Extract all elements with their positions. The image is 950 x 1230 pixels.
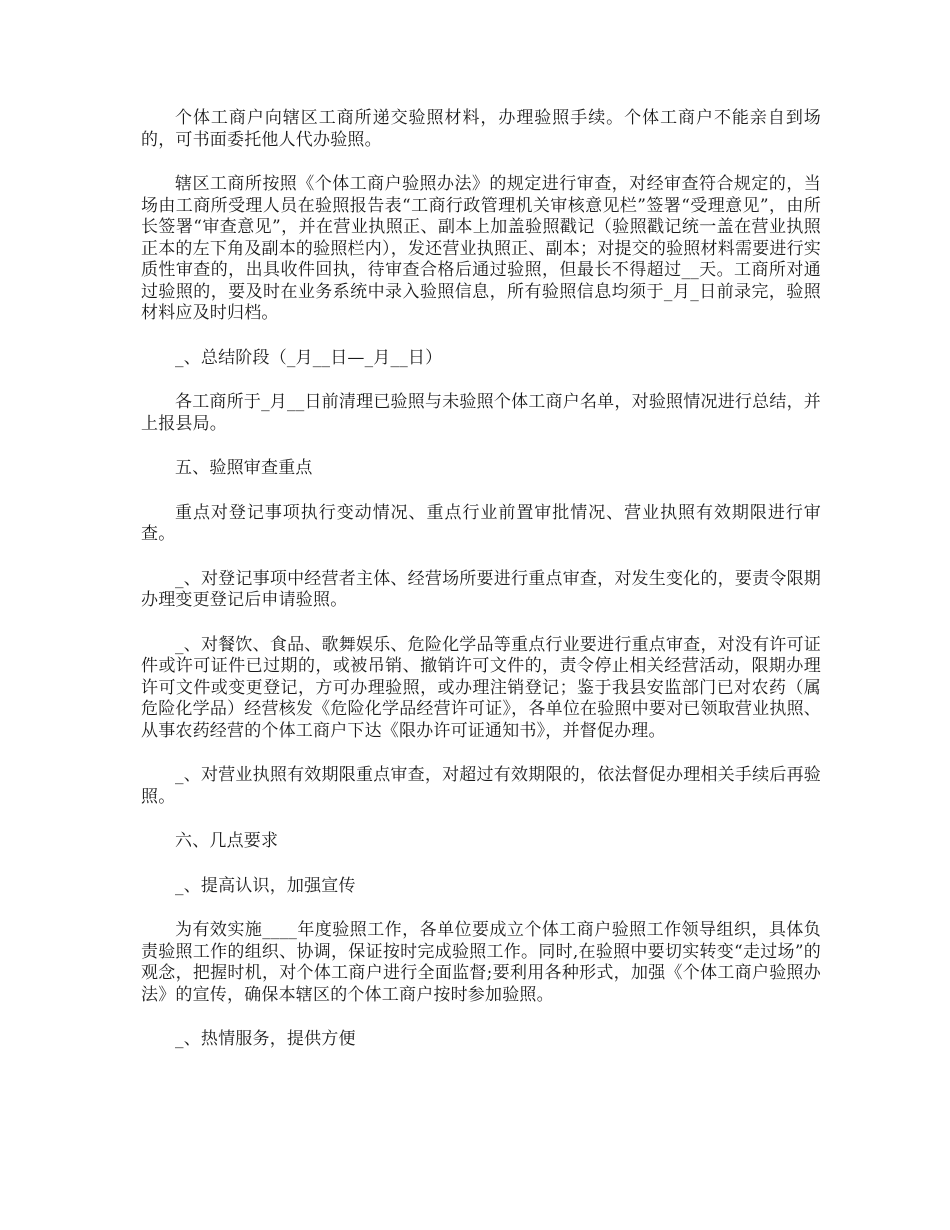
heading-review-focus: 五、验照审查重点 bbox=[175, 458, 313, 478]
paragraph-review-process: 辖区工商所按照《个体工商户验照办法》的规定进行审查，对经审查符合规定的，当场由工商所受理人员在验照报告表“工商行政管理机关审核意见栏”签署“受理意见”，由所长签署“审查意见”，并在营业执照正、副本上加盖验照戳记（验照戳记统一盖在营业执照正本的左下角及副本的验照栏内），发还营业执照正、副本；对提交的验照材料需要进行实质性审查的，出具收件回执，待审查合格后通过验照，但最长不得超过__天。工商所对通过验照的，要及时在业务系统中录入验照信息，所有验照信息均须于_月_日前录完，验照材料应及时归档。 bbox=[141, 174, 821, 323]
heading-awareness: _、提高认识，加强宣传 bbox=[175, 875, 356, 896]
document-body bbox=[141, 108, 821, 1074]
paragraph-review-focus: 重点对登记事项执行变动情况、重点行业前置审批情况、营业执照有效期限进行审查。 bbox=[141, 502, 821, 544]
paragraph-summary: 各工商所于_月__日前清理已验照与未验照个体工商户名单，对验照情况进行总结，并上报县局。 bbox=[141, 392, 821, 434]
paragraph-license-validity: _、对营业执照有效期限重点审查，对超过有效期限的，依法督促办理相关手续后再验照。 bbox=[141, 765, 821, 807]
heading-requirements: 六、几点要求 bbox=[175, 831, 279, 851]
paragraph-awareness: 为有效实施____年度验照工作，各单位要成立个体工商户验照工作领导组织，具体负责验照工作的组织、协调，保证按时完成验照工作。同时,在验照中要切实转变“走过场”的观念，把握时机，对个体工商户进行全面监督;要利用各种形式，加强《个体工商户验照办法》的宣传，确保本辖区的个体工商户按时参加验照。 bbox=[141, 920, 821, 1005]
paragraph-key-industries: _、对餐饮、食品、歌舞娱乐、危险化学品等重点行业要进行重点审查，对没有许可证件或许可证件已过期的，或被吊销、撤销许可文件的，责令停止相关经营活动，限期办理许可文件或变更登记，方可办理验照，或办理注销登记；鉴于我县安监部门已对农药（属危险化学品）经营核发《危险化学品经营许可证》，各单位在验照中要对已领取营业执照、从事农药经营的个体工商户下达《限办许可证通知书》，并督促办理。 bbox=[141, 634, 821, 741]
heading-summary-stage: _、总结阶段（_月__日—_月__日） bbox=[175, 347, 443, 368]
paragraph-registration-review: _、对登记事项中经营者主体、经营场所要进行重点审查，对发生变化的，要责令限期办理变更登记后申请验照。 bbox=[141, 568, 821, 610]
heading-service: _、热情服务，提供方便 bbox=[175, 1029, 356, 1049]
paragraph-submit-materials: 个体工商户向辖区工商所递交验照材料，办理验照手续。个体工商户不能亲自到场的，可书面委托他人代办验照。 bbox=[141, 108, 821, 150]
